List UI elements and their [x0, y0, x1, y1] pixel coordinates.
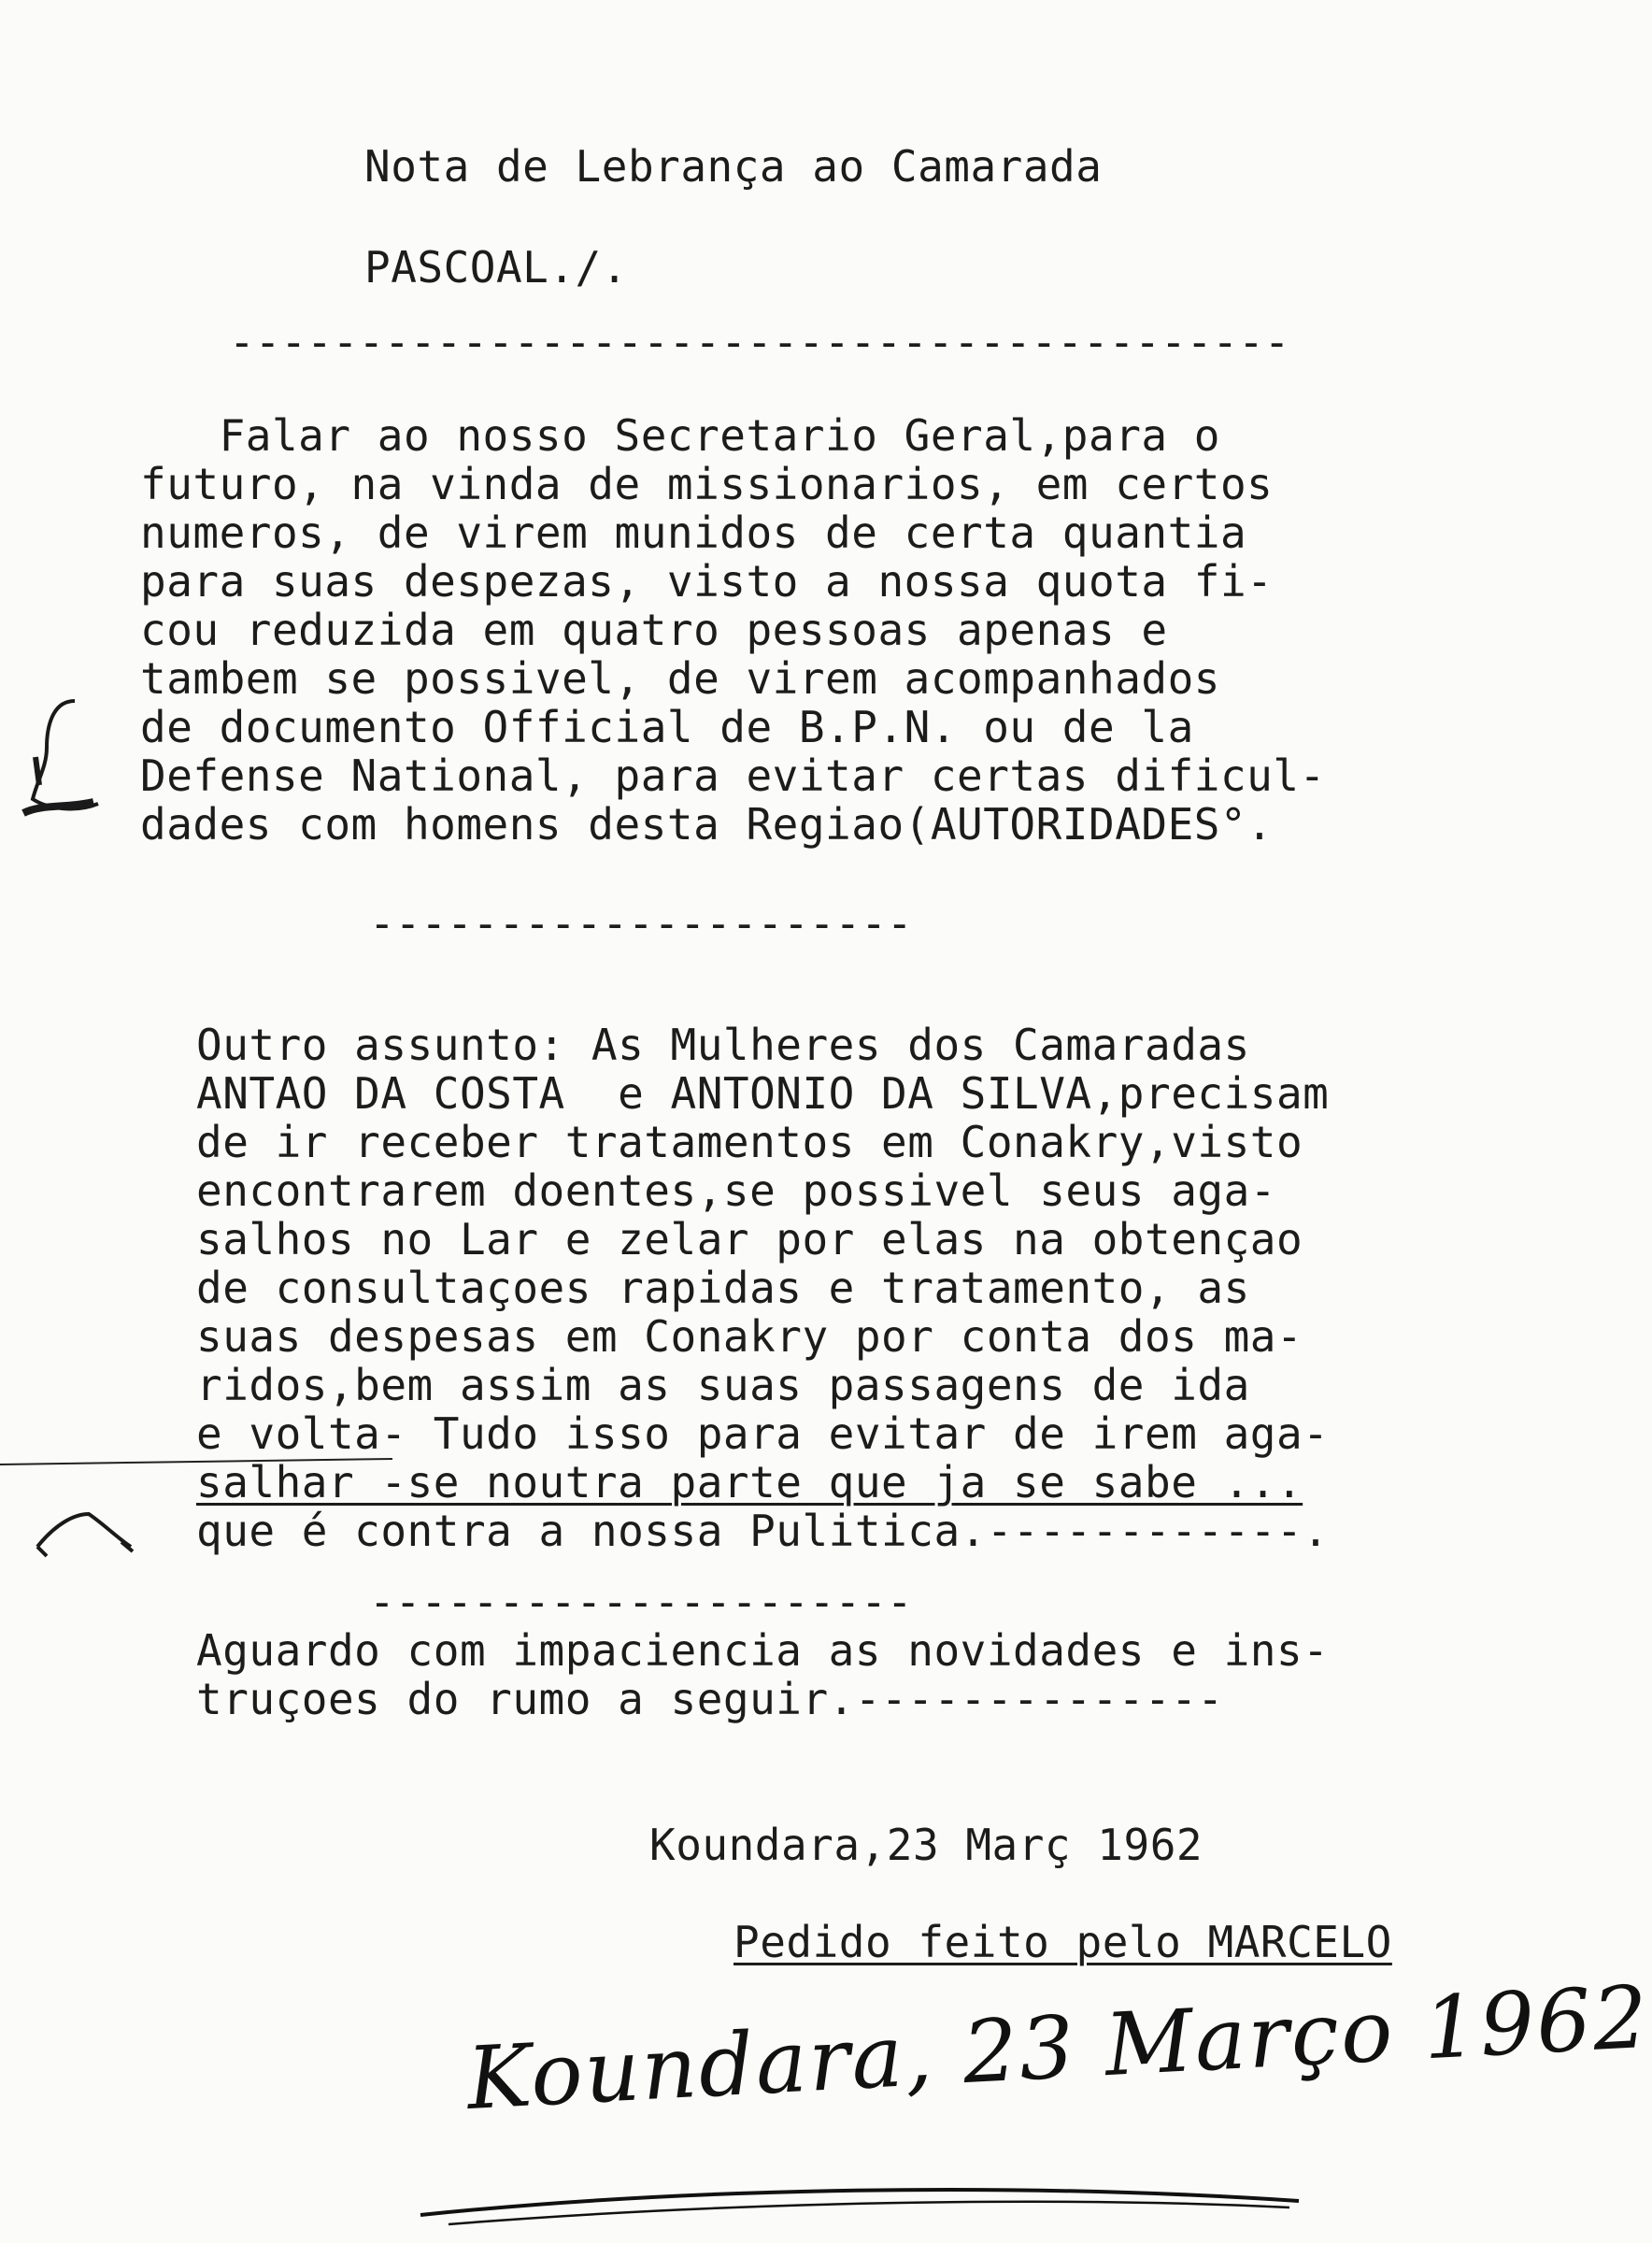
paragraph-line: salhar -se noutra parte que ja se sabe ...	[196, 1457, 1303, 1507]
paragraph-line: cou reduzida em quatro pessoas apenas e	[140, 605, 1168, 655]
separator-short: ---------------------	[369, 898, 913, 949]
paragraph-line: encontrarem doentes,se possivel seus aga-	[196, 1165, 1276, 1216]
signature-underline	[411, 2178, 1308, 2234]
paragraph-line: dades com homens desta Regiao(AUTORIDADES°.	[140, 799, 1274, 850]
margin-mark-icon	[9, 692, 112, 832]
separator-long: -----------------------------------------	[229, 317, 1290, 367]
paragraph-line: truçoes do rumo a seguir.--------------	[196, 1674, 1224, 1724]
strike-line	[0, 1453, 392, 1472]
paragraph-line: de ir receber tratamentos em Conakry,visto	[196, 1117, 1303, 1167]
separator-short-2: ---------------------	[369, 1577, 913, 1627]
paragraph-line: Outro assunto: As Mulheres dos Camaradas	[196, 1020, 1250, 1070]
paragraph-line: para suas despezas, visto a nossa quota fi-	[140, 556, 1274, 607]
paragraph-line: Aguardo com impaciencia as novidades e ins-	[196, 1625, 1330, 1676]
paragraph-line: ridos,bem assim as suas passagens de ida	[196, 1360, 1250, 1410]
paragraph-line: suas despesas em Conakry por conta dos ma-	[196, 1311, 1303, 1362]
note-title: Nota de Lebrança ao Camarada	[364, 141, 1103, 192]
paragraph-line: e volta- Tudo isso para evitar de irem aga-	[196, 1408, 1330, 1459]
paragraph-line: salhos no Lar e zelar por elas na obtençao	[196, 1214, 1303, 1264]
paragraph-line: futuro, na vinda de missionarios, em certos	[140, 459, 1274, 509]
paragraph-line: Defense National, para evitar certas dificul-	[140, 750, 1326, 801]
requested-by: Pedido feito pelo MARCELO	[733, 1917, 1392, 1967]
paragraph-line: ANTAO DA COSTA e ANTONIO DA SILVA,precisam	[196, 1068, 1330, 1119]
recipient-name: PASCOAL./.	[364, 242, 628, 293]
handwritten-signature: Koundara, 23 Março 1962	[464, 1966, 1652, 2129]
paragraph-line: Falar ao nosso Secretario Geral,para o	[140, 410, 1220, 461]
paragraph-line: de documento Official de B.P.N. ou de la	[140, 702, 1194, 752]
paragraph-line: numeros, de virem munidos de certa quantia	[140, 507, 1247, 558]
paragraph-line: tambem se possivel, de virem acompanhados	[140, 653, 1220, 704]
paragraph-line: de consultaçoes rapidas e tratamento, as	[196, 1263, 1250, 1313]
paragraph-line: que é contra a nossa Pulitica.------------.	[196, 1506, 1330, 1556]
place-date: Koundara,23 Març 1962	[649, 1820, 1203, 1870]
margin-mark-icon	[28, 1495, 140, 1570]
